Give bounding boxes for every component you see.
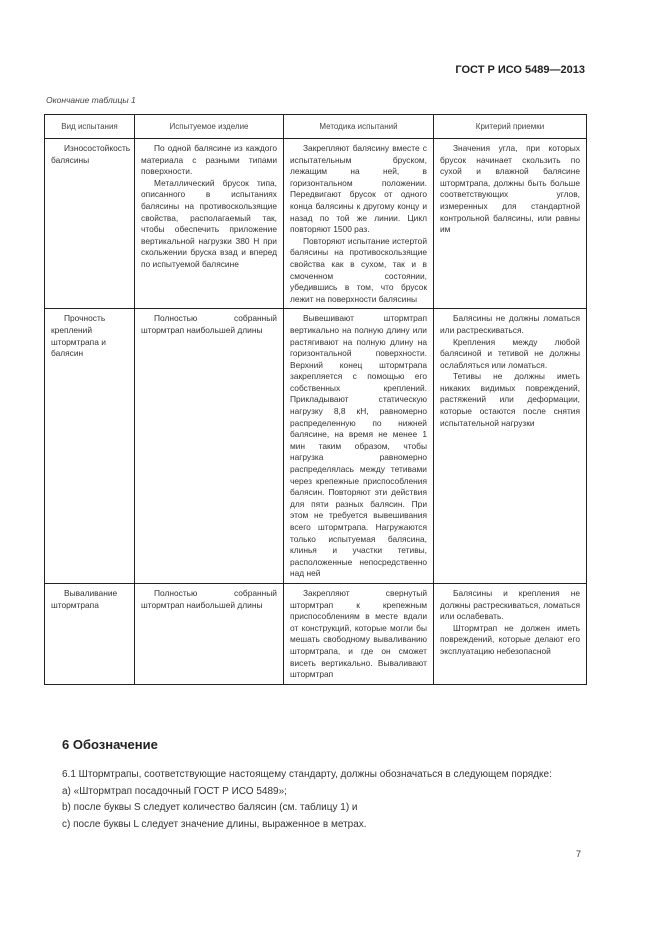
cell-item <box>135 139 284 309</box>
cell-criteria <box>434 309 587 584</box>
cell-method <box>284 583 434 684</box>
column-header-method: Методика испытаний <box>284 115 434 139</box>
cell-paragraph: Штормтрап не должен иметь повреждений, которые делают его эксплуатацию небезопасной <box>440 622 580 656</box>
cell-paragraph: Вывешивают штормтрап вертикально на полную длину или растягивают на полную длину на горизонтальной поверхности. Верхний конец штормтрапа закрепляется с помощью его собственных креплений. Прикладывают статическую нагрузку 8,8 кН, равномерно распределенную по нижней балясине, на время не менее 1 мин таким образом, чтобы нагрузка равномерно распределялась между тетивами через крепежные приспособления балясин. Повторяют эти действия для пяти разных балясин. При этом не требуется вывешивания всего штормтрапа. Нагружаются только испытуемая балясина, клинья и участки тетивы, расположенные непосредственно над ней <box>290 313 427 579</box>
cell-paragraph: Повторяют испытание истертой балясины на противоскользящие свойства как в сухом, так и в смоченном состоянии, убедившись в том, что брусок лежит на поверхности балясины <box>290 235 427 304</box>
column-header-criteria: Критерий приемки <box>434 115 587 139</box>
cell-test <box>45 309 135 584</box>
cell-criteria <box>434 139 587 309</box>
cell-paragraph: Закрепляют балясину вместе с испытательным бруском, лежащим на ней, в горизонтальном положении. Передвигают брусок от одного конца балясины к другому концу и назад по той же линии. Цикл повторяют 1500 раз. <box>290 143 427 235</box>
document-id-header: ГОСТ Р ИСО 5489—2013 <box>455 64 585 76</box>
test-table <box>44 114 587 685</box>
cell-paragraph: Значения угла, при которых брусок начинает скользить по сухой и влажной балясине штормтрапа, должны быть больше соответствующих углов, измеренных для стандартной контрольной балясины, или равны им <box>440 143 580 235</box>
cell-paragraph: Балясины не должны ломаться или растрескиваться. <box>440 313 580 335</box>
cell-method <box>284 309 434 584</box>
cell-paragraph: Износостойкость балясины <box>51 143 131 165</box>
column-header-item: Испытуемое изделие <box>135 115 284 139</box>
page-number: 7 <box>576 849 582 859</box>
cell-paragraph: Балясины и крепления не должны растрескиваться, ломаться или ослабевать. <box>440 587 580 622</box>
table-row <box>45 309 587 584</box>
cell-paragraph: Прочность креплений штормтрапа и балясин <box>51 313 106 359</box>
list-item: a) «Штормтрап посадочный ГОСТ Р ИСО 5489»; <box>62 785 287 797</box>
list-item: c) после буквы L следует значение длины, выраженное в метрах. <box>62 818 367 830</box>
cell-item <box>135 309 284 584</box>
cell-test <box>45 139 135 309</box>
section-title: 6 Обозначение <box>62 737 158 752</box>
cell-paragraph: По одной балясине из каждого материала с разными типами поверхности. <box>141 143 277 177</box>
list-item: b) после буквы S следует количество балясин (см. таблицу 1) и <box>62 802 358 813</box>
section-intro: 6.1 Штормтрапы, соответствующие настоящему стандарту, должны обозначаться в следующем порядке: <box>62 769 552 780</box>
column-header-test: Вид испытания <box>45 115 135 139</box>
cell-paragraph: Металлический брусок типа, описанного в испытаниях балясины на противоскользящие свойства, располагаемый так, чтобы обеспечить приложение вертикальной нагрузки 380 Н при скольжении бруска взад и вперед по испытуемой балясине <box>141 177 277 269</box>
cell-method <box>284 139 434 309</box>
table-caption: Окончание таблицы 1 <box>46 95 136 105</box>
cell-paragraph: Вываливание штормтрапа <box>51 587 118 610</box>
cell-paragraph: Тетивы не должны иметь никаких видимых повреждений, растяжений или деформации, которые остаются после снятия испытательной нагрузки <box>440 371 580 428</box>
table-header-row <box>45 115 587 139</box>
cell-criteria <box>434 583 587 684</box>
cell-paragraph: Полностью собранный штормтрап наибольшей длины <box>141 587 277 610</box>
section-body <box>46 767 586 833</box>
cell-paragraph: Крепления между любой балясиной и тетивой не должны ослабляться или ломаться. <box>440 336 580 370</box>
table-row <box>45 139 587 309</box>
cell-paragraph: Закрепляют свернутый штормтрап к крепежным приспособлениям в месте вдали от конструкций, которые могли бы мешать свободному вываливанию штормтрапа, и где он сможет висеть вертикально. Вываливают штормтрап <box>290 587 427 680</box>
cell-test <box>45 583 135 684</box>
table-row <box>45 583 587 684</box>
cell-paragraph: Полностью собранный штормтрап наибольшей длины <box>141 313 277 335</box>
cell-item <box>135 583 284 684</box>
